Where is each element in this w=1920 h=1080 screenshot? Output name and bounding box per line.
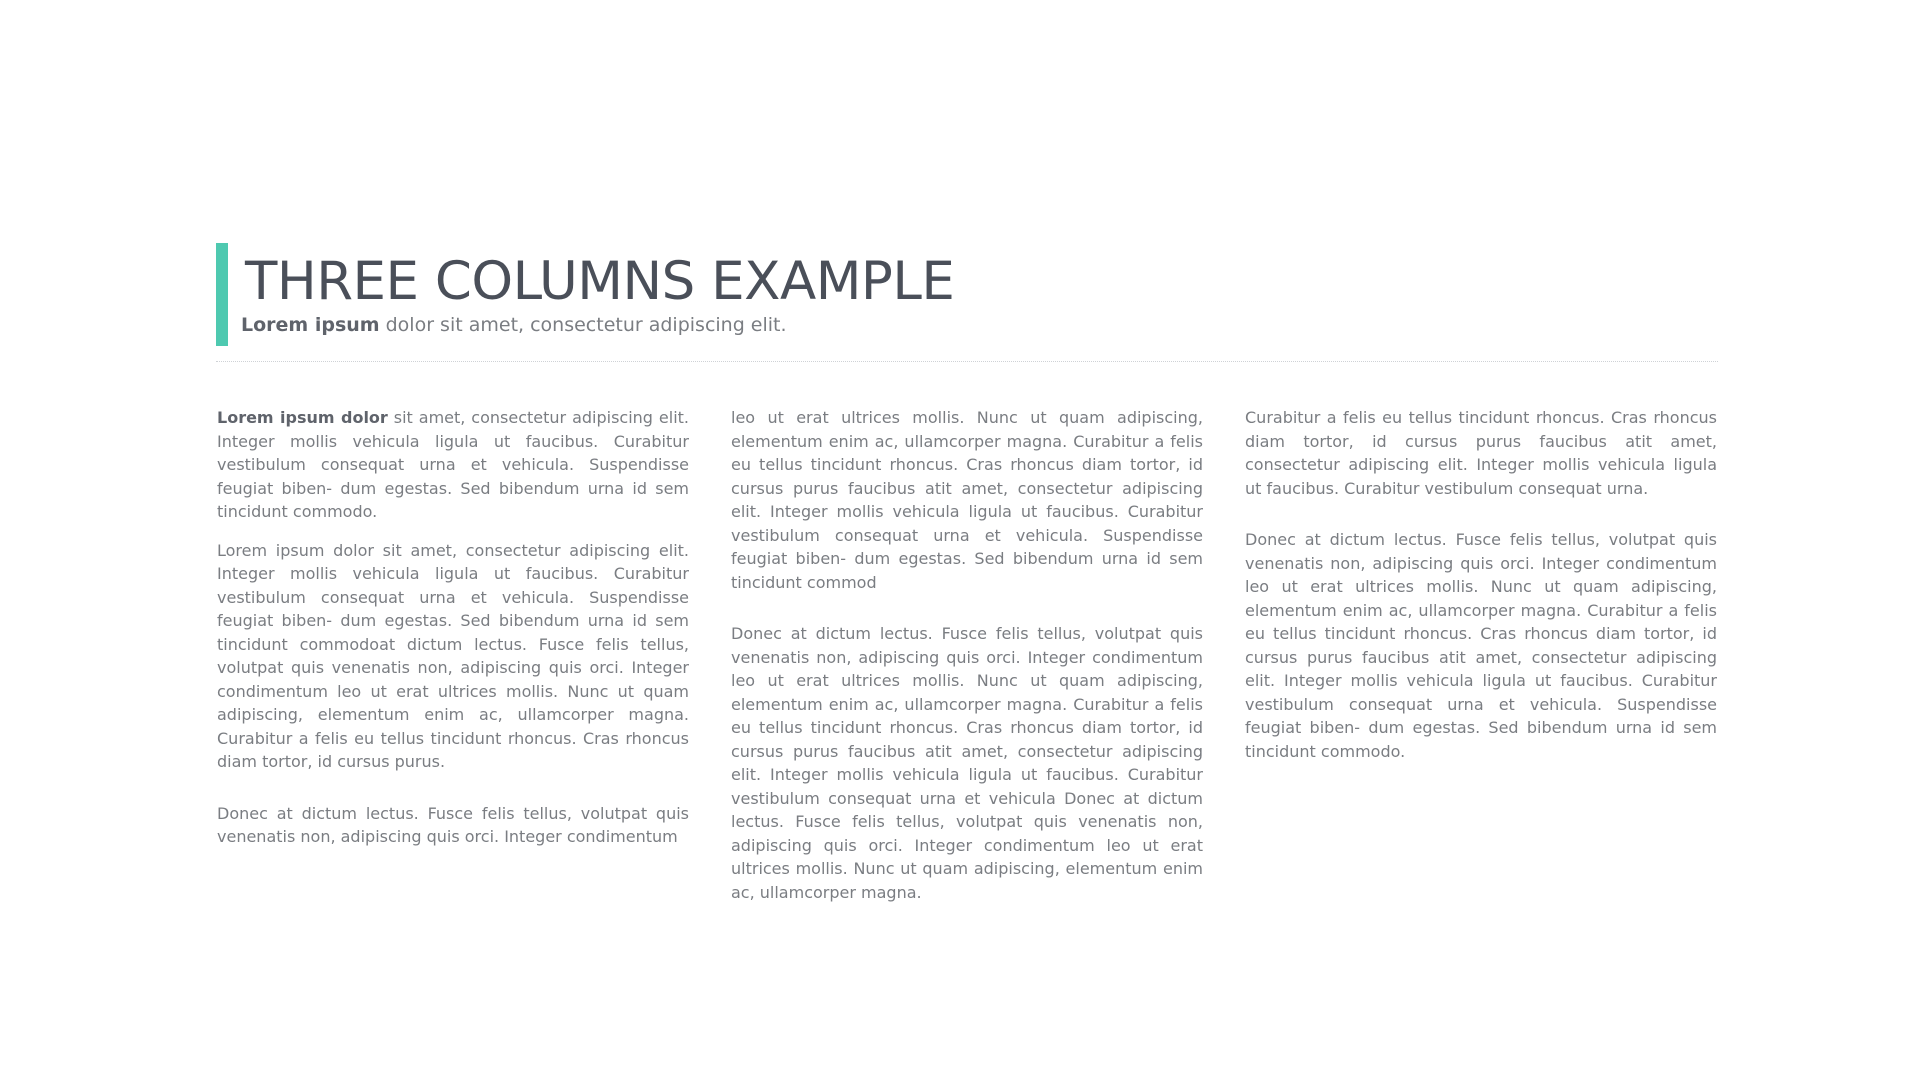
subtitle-text: dolor sit amet, consectetur adipiscing elit. [379, 314, 787, 336]
page-subtitle [241, 312, 787, 338]
subtitle-bold: Lorem ipsum [241, 314, 380, 336]
text-column-3 [1245, 406, 1717, 763]
page-title: THREE COLUMNS EXAMPLE [245, 251, 955, 312]
text-column-2 [731, 406, 1203, 904]
title-accent-bar [216, 243, 228, 346]
column-1-paragraph-2: Lorem ipsum dolor sit amet, consectetur adipiscing elit. Integer mollis vehicula ligula ut faucibus. Curabitur vestibulum consequat urna et vehicula. Suspendisse feugiat biben- dum egestas. Sed bibendum urna id sem tincidunt commodoat dictum lectus. Fusce felis tellus, volutpat quis venenatis non, adipiscing quis orci. Integer condimentum leo ut erat ultrices mollis. Nunc ut quam adipiscing, elementum enim ac, ullamcorper magna. Curabitur a felis eu tellus tincidunt rhoncus. Cras rhoncus diam tortor, id cursus purus. [217, 540, 689, 771]
column-3-paragraph-2: Donec at dictum lectus. Fusce felis tellus, volutpat quis venenatis non, adipiscing quis orci. Integer condimentum leo ut erat ultrices mollis. Nunc ut quam adipiscing, elementum enim ac, ullamcorper magna. Curabitur a felis eu tellus tincidunt rhoncus. Cras rhoncus diam tortor, id cursus purus faucibus atit amet, consectetur adipiscing elit. Integer mollis vehicula ligula ut faucibus. Curabitur vestibulum consequat urna et vehicula. Suspendisse feugiat biben- dum egestas. Sed bibendum urna id sem tincidunt commodo. [1245, 530, 1717, 761]
column-1-lead-bold: Lorem ipsum dolor [217, 408, 388, 427]
column-1-paragraph-1 [217, 406, 689, 524]
column-2-paragraph-1: leo ut erat ultrices mollis. Nunc ut quam adipiscing, elementum enim ac, ullamcorper magna. Curabitur a felis eu tellus tincidunt rhoncus. Cras rhoncus diam tortor, id cursus purus faucibus atit amet, consectetur adipiscing elit. Integer mollis vehicula ligula ut faucibus. Curabitur vestibulum consequat urna et vehicula. Suspendisse feugiat biben- dum egestas. Sed bibendum urna id sem tincidunt commod [731, 408, 1203, 592]
text-column-1 [217, 406, 689, 849]
column-3-paragraph-1: Curabitur a felis eu tellus tincidunt rhoncus. Cras rhoncus diam tortor, id cursus purus faucibus atit amet, consectetur adipiscing elit. Integer mollis vehicula ligula ut faucibus. Curabitur vestibulum consequat urna. [1245, 408, 1717, 498]
column-1-paragraph-3: Donec at dictum lectus. Fusce felis tellus, volutpat quis venenatis non, adipiscing quis orci. Integer condimentum [217, 803, 689, 846]
column-2-paragraph-2: Donec at dictum lectus. Fusce felis tellus, volutpat quis venenatis non, adipiscing quis orci. Integer condimentum leo ut erat ultrices mollis. Nunc ut quam adipiscing, elementum enim ac, ullamcorper magna. Curabitur a felis eu tellus tincidunt rhoncus. Cras rhoncus diam tortor, id cursus purus faucibus atit amet, consectetur adipiscing elit. Integer mollis vehicula ligula ut faucibus. Curabitur vestibulum consequat urna et vehicula Donec at dictum lectus. Fusce felis tellus, volutpat quis venenatis non, adipiscing quis orci. Integer condimentum leo ut erat ultrices mollis. Nunc ut quam adipiscing, elementum enim ac, ullamcorper magna. [731, 624, 1203, 902]
column-1-paragraph-1-text: sit amet, consectetur adipiscing elit. Integer mollis vehicula ligula ut faucibus. Curabitur vestibulum consequat urna et vehicula. Suspendisse feugiat biben- dum egestas. Sed bibendum urna id sem tincidunt commodo. [217, 408, 689, 521]
header-divider [216, 361, 1718, 362]
